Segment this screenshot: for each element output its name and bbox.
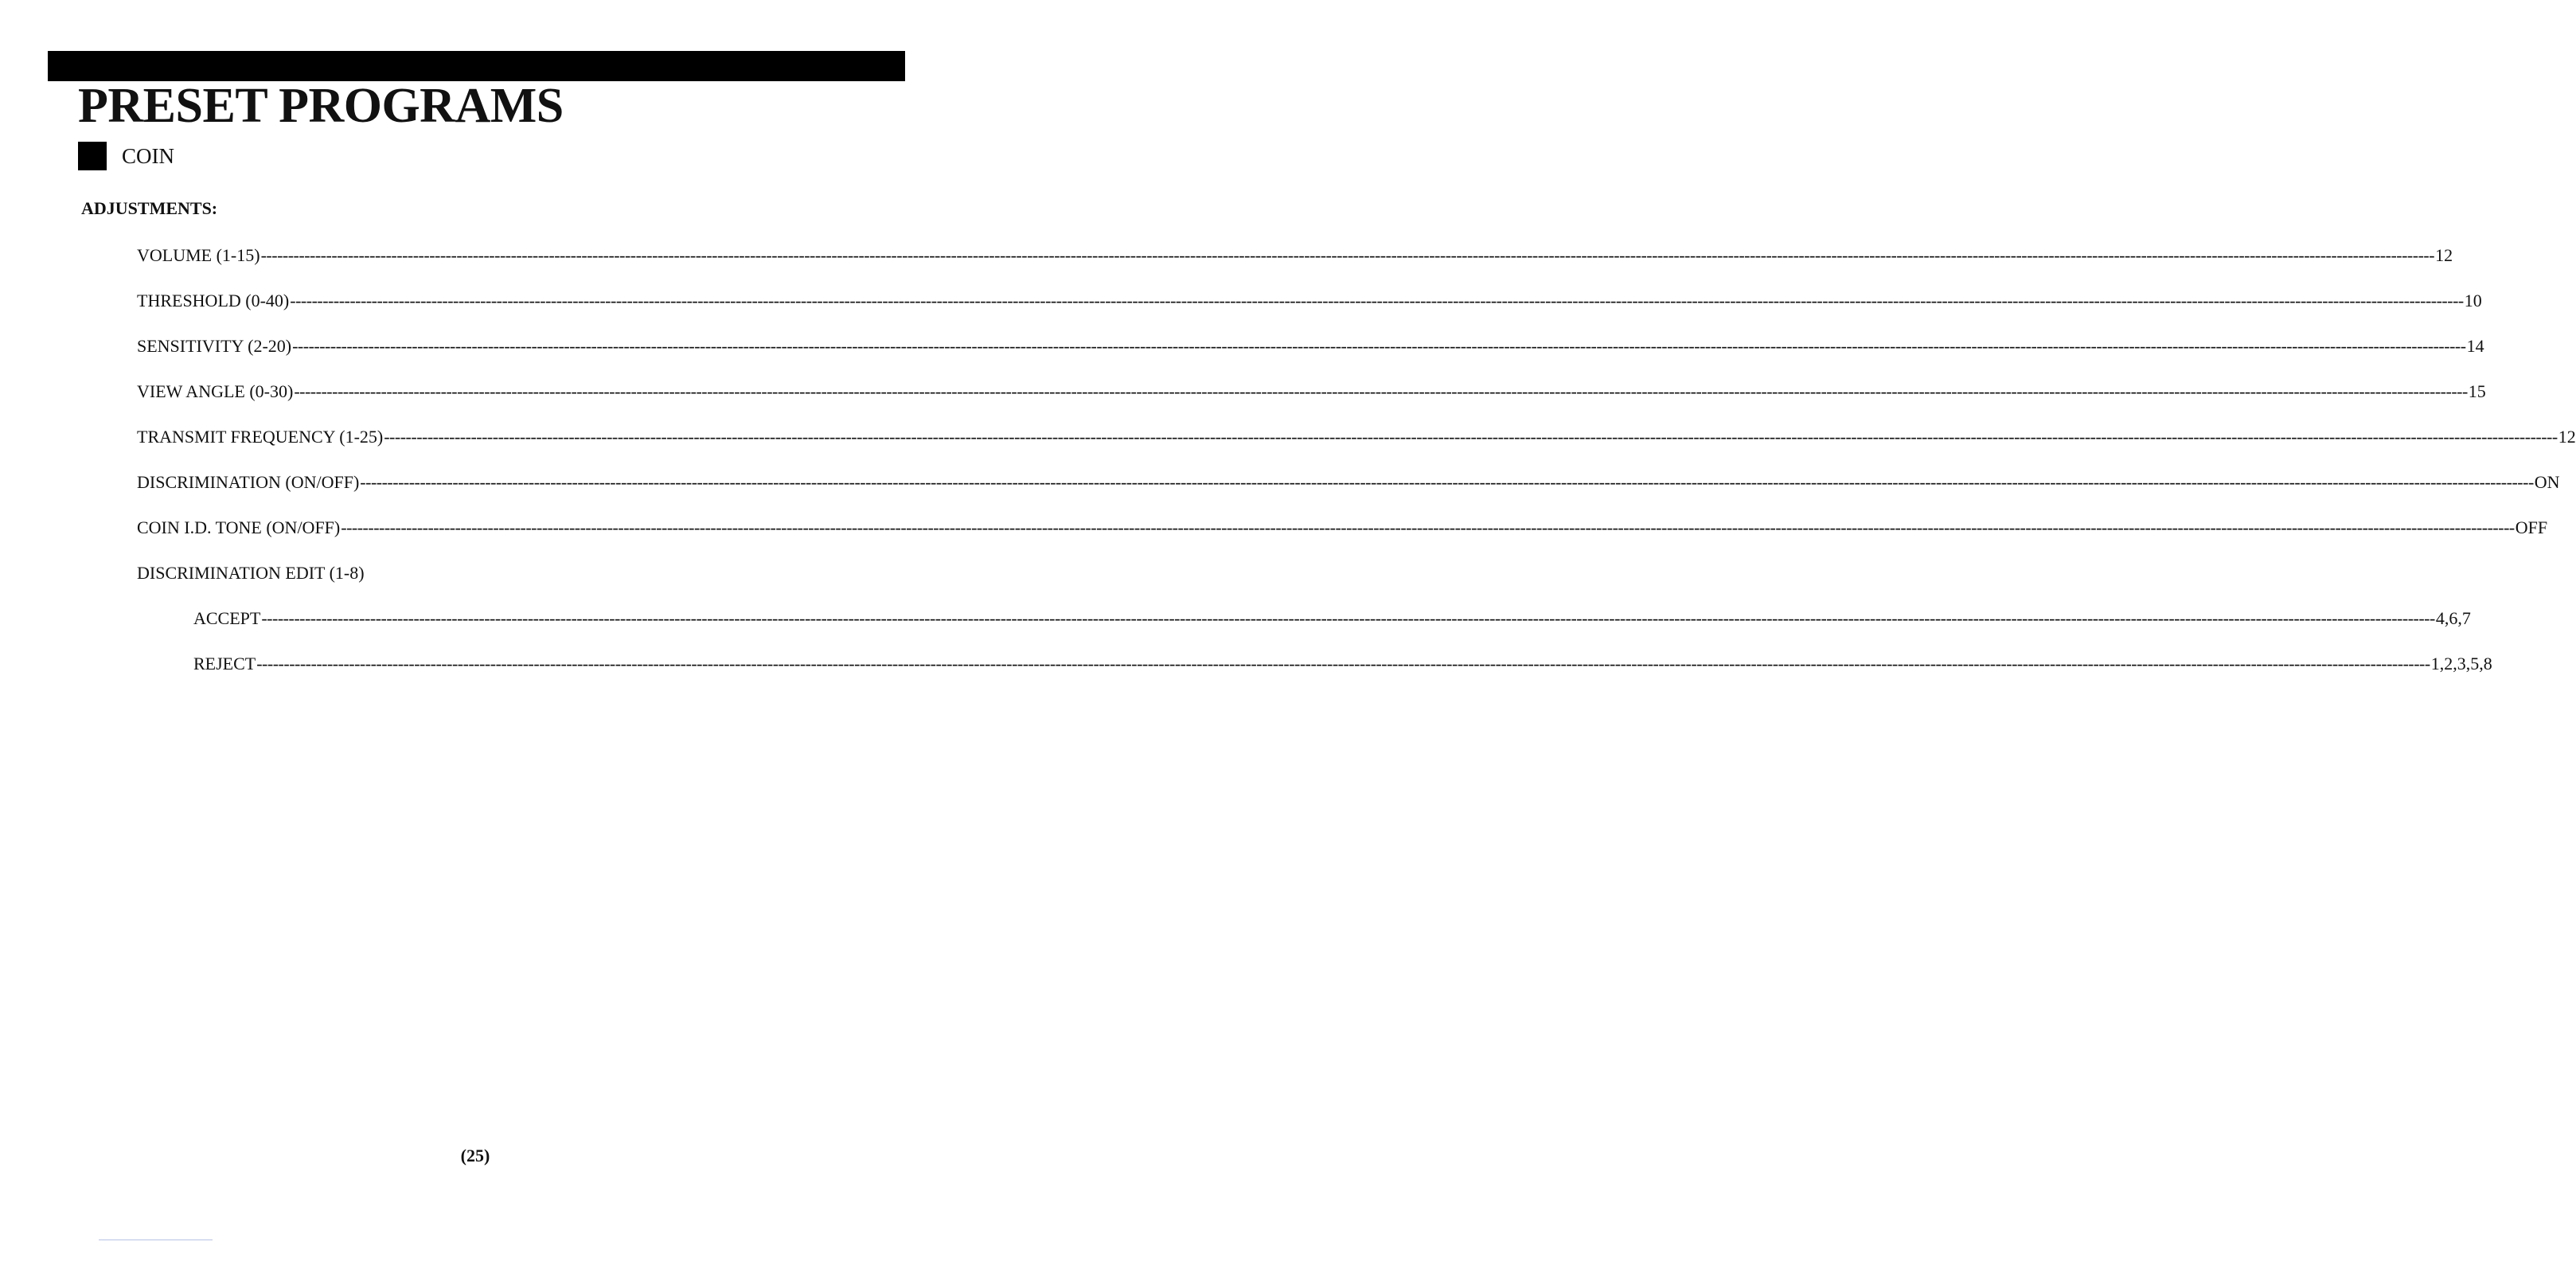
setting-row-view-angle (137, 379, 2486, 404)
dotted-leader: ---------------------------------------------------------------------------------------------------------------------------------------------------------------------------------------------------------------------------------------------------------------------------------------------------------------------------------------------------------------------------------------------------------------- (256, 654, 2430, 673)
section-heading (78, 140, 174, 172)
setting-value: 12 (2435, 245, 2453, 265)
section-label: COIN (122, 144, 174, 168)
dotted-leader: ---------------------------------------------------------------------------------------------------------------------------------------------------------------------------------------------------------------------------------------------------------------------------------------------------------------------------------------------------------------------------------------------------------------- (260, 245, 2435, 265)
setting-value: 10 (2464, 291, 2482, 310)
dotted-leader: ---------------------------------------------------------------------------------------------------------------------------------------------------------------------------------------------------------------------------------------------------------------------------------------------------------------------------------------------------------------------------------------------------------------- (294, 381, 2468, 401)
discrimination-name: ACCEPT (193, 608, 261, 628)
setting-row-threshold (137, 288, 2482, 314)
square-bullet-icon (78, 142, 107, 170)
discrimination-row-reject (193, 651, 2492, 677)
setting-name: SENSITIVITY (2-20) (137, 336, 292, 356)
page-number: (25) (460, 1146, 490, 1165)
discrimination-row-accept (193, 606, 2471, 631)
setting-name: THRESHOLD (0-40) (137, 291, 290, 310)
dotted-leader: ---------------------------------------------------------------------------------------------------------------------------------------------------------------------------------------------------------------------------------------------------------------------------------------------------------------------------------------------------------------------------------------------------------------- (261, 608, 2435, 628)
dotted-leader: ---------------------------------------------------------------------------------------------------------------------------------------------------------------------------------------------------------------------------------------------------------------------------------------------------------------------------------------------------------------------------------------------------------------- (341, 517, 2515, 537)
dotted-leader: ---------------------------------------------------------------------------------------------------------------------------------------------------------------------------------------------------------------------------------------------------------------------------------------------------------------------------------------------------------------------------------------------------------------- (384, 427, 2558, 447)
discrimination-value: 4,6,7 (2435, 608, 2471, 628)
dotted-leader: ---------------------------------------------------------------------------------------------------------------------------------------------------------------------------------------------------------------------------------------------------------------------------------------------------------------------------------------------------------------------------------------------------------------- (290, 291, 2464, 310)
dotted-leader: ---------------------------------------------------------------------------------------------------------------------------------------------------------------------------------------------------------------------------------------------------------------------------------------------------------------------------------------------------------------------------------------------------------------- (292, 336, 2466, 356)
setting-name: VOLUME (1-15) (137, 245, 260, 265)
setting-row-transmit-frequency (137, 424, 2576, 450)
setting-row-discrimination (137, 470, 2560, 495)
page-title: PRESET PROGRAMS (78, 79, 564, 133)
discrimination-name: REJECT (193, 654, 256, 673)
setting-name: VIEW ANGLE (0-30) (137, 381, 294, 401)
setting-name: TRANSMIT FREQUENCY (1-25) (137, 427, 384, 447)
dotted-leader: ---------------------------------------------------------------------------------------------------------------------------------------------------------------------------------------------------------------------------------------------------------------------------------------------------------------------------------------------------------------------------------------------------------------- (360, 472, 2534, 492)
setting-row-volume (137, 243, 2453, 268)
setting-row-sensitivity (137, 334, 2484, 359)
setting-value: OFF (2515, 517, 2548, 537)
setting-value: 12 (2558, 427, 2576, 447)
setting-value: 14 (2466, 336, 2484, 356)
discrimination-edit-heading: DISCRIMINATION EDIT (1-8) (137, 563, 365, 583)
header-bar (48, 51, 905, 81)
adjustments-heading: ADJUSTMENTS: (81, 198, 218, 218)
setting-name: DISCRIMINATION (ON/OFF) (137, 472, 360, 492)
discrimination-value: 1,2,3,5,8 (2430, 654, 2492, 673)
setting-value: ON (2534, 472, 2560, 492)
setting-value: 15 (2468, 381, 2486, 401)
setting-name: COIN I.D. TONE (ON/OFF) (137, 517, 341, 537)
setting-row-coin-id-tone (137, 515, 2548, 541)
